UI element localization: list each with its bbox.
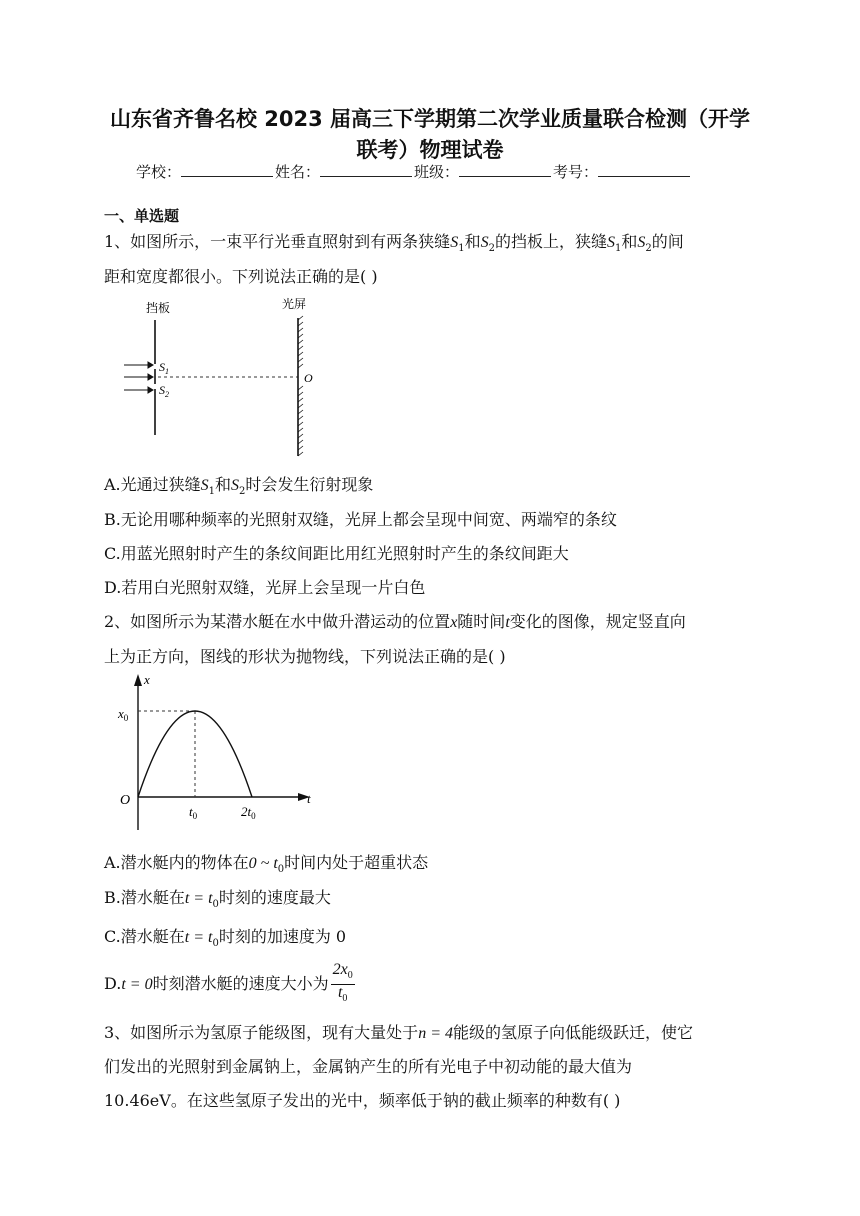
q1-option-a-s2: S [231,477,240,494]
incident-light-arrows [124,362,153,393]
q2-option-d-text-1: D. [104,974,122,994]
fraction-denominator-sub: 0 [342,993,348,1005]
q1-s1-sub-b: 1 [614,243,622,255]
y-axis-arrow [134,674,142,686]
q2-option-a-sub: 0 [277,864,285,876]
q2-option-a-text-2: 时间内处于超重状态 [284,853,429,872]
q2-option-c-text-1: C.潜水艇在 [104,927,185,946]
q2-option-a-math: 0 ~ t [248,855,278,872]
fraction-denominator: t [337,984,343,1002]
q2-stem-text-a: 2、如图所示为某潜水艇在水中做升潜运动的位置 [104,612,451,631]
q1-option-a[interactable] [104,472,373,497]
q3-stem-line-2: 们发出的光照射到金属钠上，金属钠产生的所有光电子中初动能的最大值为 [104,1057,633,1076]
q1-stem-text-b: 和 [464,232,481,251]
q1-option-a-text-2: 和 [215,475,232,494]
t0-label: $t_0$ [189,804,198,821]
q2-option-d-fraction [331,962,355,1007]
q2-option-d[interactable] [104,962,355,1007]
q1-option-a-text-1: A.光通过狭缝 [104,475,201,494]
class-blank[interactable] [459,162,551,177]
fraction-numerator-sub: 0 [347,970,353,982]
two-t0-label: $2t_0$ [241,804,256,821]
q3-stem-text-a: 3、如图所示为氢原子能级图，现有大量处于 [104,1023,419,1042]
q1-stem-text-a: 1、如图所示，一束平行光垂直照射到有两条狭缝 [104,232,451,251]
q3-stem-text-b: 能级的氢原子向低能级跃迁，使它 [452,1023,693,1042]
title-line-2: 联考）物理试卷 [356,138,504,162]
x-axis-label: t [307,791,311,806]
q1-s1-sub: 1 [458,243,465,255]
q2-option-a-text-1: A.潜水艇内的物体在 [104,853,249,872]
q1-stem-text-d: 和 [621,232,638,251]
baffle-label: 挡板 [146,301,171,315]
s1-label: $S_1$ [159,360,169,376]
title-line-1: 山东省齐鲁名校 2023 届高三下学期第二次学业质量联合检测（开学 [109,107,751,131]
y-axis-label: x [144,672,150,687]
section-title: 一、单选题 [104,207,180,225]
q2-option-b-text-1: B.潜水艇在 [104,888,185,907]
q2-option-b-math: t = t [184,890,213,907]
q3-stem-line-3: 10.46eV。在这些氢原子发出的光中，频率低于钠的截止频率的种数有( ) [104,1091,621,1110]
q1-s1-b: S [606,234,615,251]
q1-option-a-s1: S [200,477,209,494]
q2-option-c-math: t = t [184,929,213,946]
q1-stem-line-1 [104,229,684,254]
q2-option-c-text-2: 时刻的加速度为 0 [218,927,347,946]
q1-double-slit-figure [118,290,318,460]
q2-option-b-sub: 0 [212,899,219,911]
school-label: 学校： [136,163,182,181]
q1-option-a-s2-sub: 2 [239,486,246,498]
q1-s1: S [450,234,459,251]
q1-s2: S [480,234,489,251]
q2-option-b-text-2: 时刻的速度最大 [218,888,331,907]
q1-option-c[interactable]: C.用蓝光照射时产生的条纹间距比用红光照射时产生的条纹间距大 [104,544,569,563]
student-info-row [136,161,692,182]
q2-option-d-text-2: 时刻潜水艇的速度大小为 [152,974,329,994]
q1-s2-sub-b: 2 [645,243,652,255]
q2-option-d-math: t = 0 [121,976,153,994]
q2-stem-text-b: 随时间 [457,612,506,631]
q2-option-c[interactable] [104,924,346,949]
exam-title [100,104,760,166]
q1-stem-text-e: 的间 [651,232,684,251]
q1-option-d[interactable]: D.若用白光照射双缝，光屏上会呈现一片白色 [104,578,426,597]
q2-option-b[interactable] [104,885,331,910]
q2-option-c-sub: 0 [212,938,219,950]
school-blank[interactable] [181,162,273,177]
x0-label: $x_0$ [118,706,129,723]
q1-s2-sub: 2 [488,243,495,255]
class-label: 班级： [414,163,460,181]
q1-option-a-text-3: 时会发生衍射现象 [245,475,374,494]
q1-option-a-s1-sub: 1 [208,486,216,498]
q3-stem-line-1 [104,1020,693,1043]
q2-var-x: x [450,614,458,631]
exam-no-blank[interactable] [598,162,690,177]
exam-no-label: 考号： [553,163,599,181]
q1-stem-line-2: 距和宽度都很小。下列说法正确的是( ) [104,267,378,286]
q2-option-a[interactable] [104,850,428,875]
q2-position-time-graph [112,670,322,840]
name-label: 姓名： [275,163,321,181]
name-blank[interactable] [320,162,412,177]
q3-math-n: n = 4 [418,1025,453,1042]
screen-label: 光屏 [282,297,307,311]
q1-stem-text-c: 的挡板上，狭缝 [494,232,607,251]
fraction-numerator: 2x [332,961,348,978]
o-label: O [304,371,313,385]
s2-label: $S_2$ [159,383,169,399]
q2-var-t: t [505,614,510,631]
q1-option-b[interactable]: B.无论用哪种频率的光照射双缝，光屏上都会呈现中间宽、两端窄的条纹 [104,510,617,529]
q2-stem-line-1 [104,609,686,632]
q2-stem-text-c: 变化的图像，规定竖直向 [509,612,686,631]
origin-label: O [120,793,131,808]
q2-stem-line-2: 上为正方向，图线的形状为抛物线，下列说法正确的是( ) [104,647,506,666]
q1-s2-b: S [637,234,646,251]
